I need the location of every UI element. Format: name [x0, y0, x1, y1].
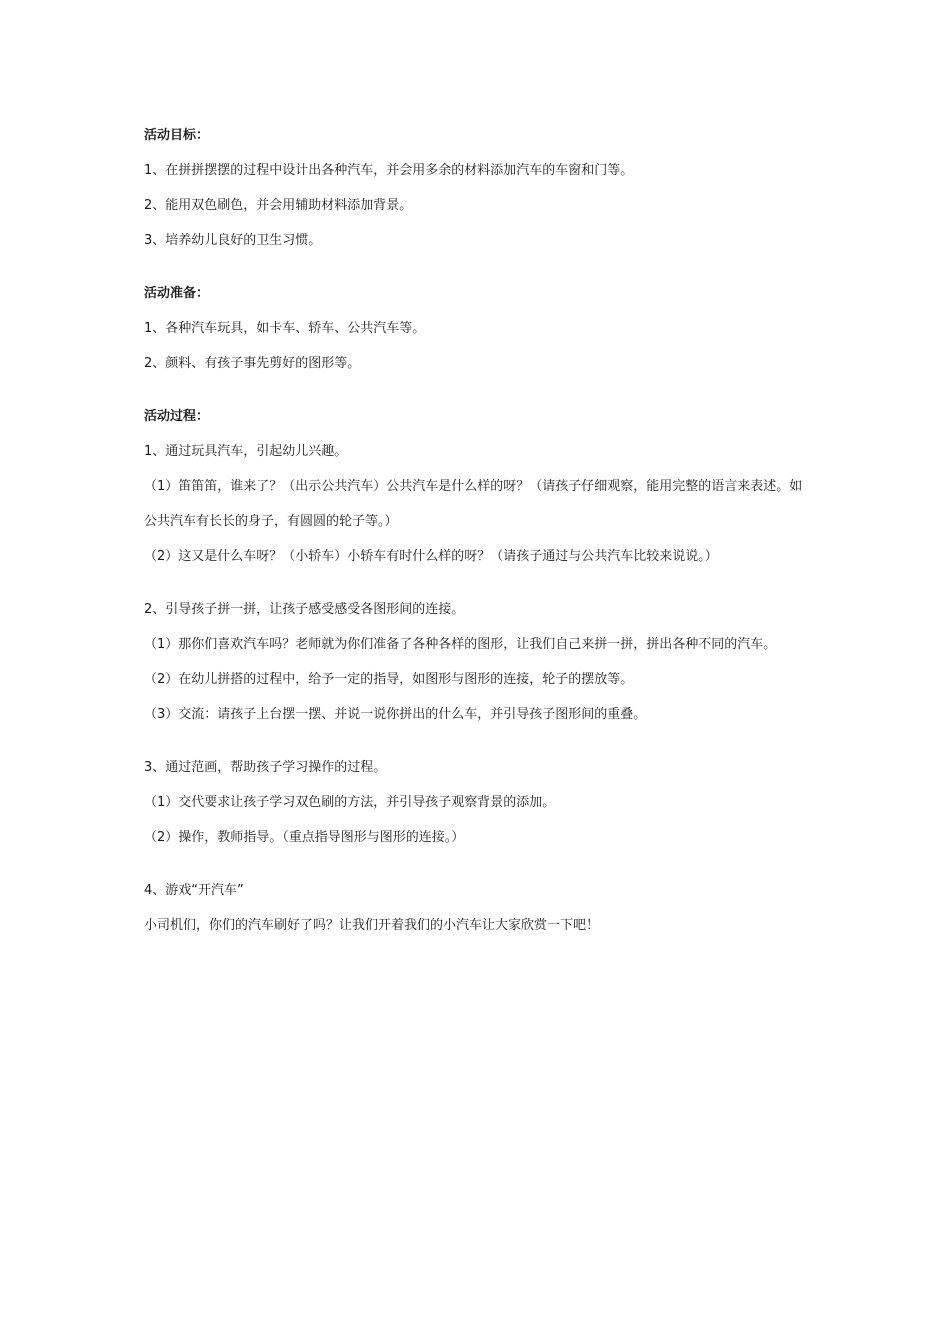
step3-title: 3、通过范画，帮助孩子学习操作的过程。	[144, 760, 387, 775]
section-gap	[144, 387, 814, 405]
step1-sub1: （1）笛笛笛，谁来了？（出示公共汽车）公共汽车是什么样的呀？（请孩子仔细观察，能用完整的语言来表述。如公共汽车有长长的身子，有圆圆的轮子等。）	[144, 479, 803, 529]
step3-sub2: （2）操作，教师指导。（重点指导图形与图形的连接。）	[144, 830, 465, 845]
step4-text: 小司机们，你们的汽车刷好了吗？让我们开着我们的小汽车让大家欣赏一下吧！	[144, 918, 600, 933]
preparation-item-2: 2、颜料、有孩子事先剪好的图形等。	[144, 356, 361, 371]
goal-item-2: 2、能用双色刷色，并会用辅助材料添加背景。	[144, 198, 413, 213]
step1-title: 1、通过玩具汽车，引起幼儿兴趣。	[144, 444, 348, 459]
step2-sub2: （2）在幼儿拼搭的过程中，给予一定的指导，如图形与图形的连接，轮子的摆放等。	[144, 672, 634, 687]
section-gap	[144, 738, 814, 756]
goal-item-1: 1、在拼拼摆摆的过程中设计出各种汽车，并会用多余的材料添加汽车的车窗和门等。	[144, 163, 634, 178]
preparation-heading: 活动准备：	[144, 286, 210, 301]
step2-title: 2、引导孩子拼一拼，让孩子感受感受各图形间的连接。	[144, 602, 465, 617]
step4-title: 4、游戏“开汽车”	[144, 883, 244, 898]
process-heading: 活动过程：	[144, 409, 210, 424]
step2-sub1: （1）那你们喜欢汽车吗？老师就为你们准备了各种各样的图形，让我们自己来拼一拼，拼出各种不同的汽车。	[144, 637, 777, 652]
goal-item-3: 3、培养幼儿良好的卫生习惯。	[144, 233, 322, 248]
step3-sub1: （1）交代要求让孩子学习双色刷的方法，并引导孩子观察背景的添加。	[144, 795, 556, 810]
step2-sub3: （3）交流：请孩子上台摆一摆、并说一说你拼出的什么车，并引导孩子图形间的重叠。	[144, 707, 647, 722]
section-gap	[144, 264, 814, 282]
section-gap	[144, 861, 814, 879]
goals-heading: 活动目标：	[144, 128, 210, 143]
document-content	[144, 124, 814, 949]
step1-sub2: （2）这又是什么车呀？（小轿车）小轿车有时什么样的呀？（请孩子通过与公共汽车比较来说说。）	[144, 549, 718, 564]
preparation-item-1: 1、各种汽车玩具，如卡车、轿车、公共汽车等。	[144, 321, 426, 336]
section-gap	[144, 580, 814, 598]
